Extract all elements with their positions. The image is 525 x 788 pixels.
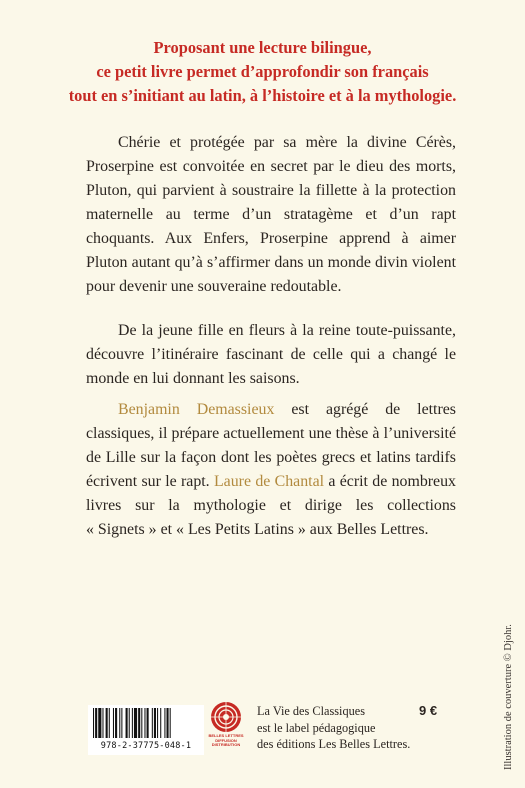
publisher-logo-text: BELLES LETTRES DIFFUSION DISTRIBUTION xyxy=(208,733,244,748)
publisher-emblem-icon xyxy=(208,700,244,734)
barcode-bar xyxy=(93,708,94,738)
isbn-number: 978-2-37775-048-1 xyxy=(100,741,192,751)
barcode-bar xyxy=(152,708,153,738)
barcode-bar xyxy=(141,708,142,738)
tagline xyxy=(0,36,525,108)
summary-paragraph-2: De la jeune fille en fleurs à la reine toute-puissante, découvre l’itinéraire fascinant de celle qui a changé le monde en lui donnant les saisons. xyxy=(86,322,456,387)
barcode-bars xyxy=(91,708,201,740)
barcode-bar xyxy=(119,708,120,738)
author-name-2: Laure de Chantal xyxy=(213,473,325,490)
barcode-bar xyxy=(132,708,133,738)
label-line-3: des éditions Les Belles Lettres. xyxy=(257,737,411,751)
price: 9 € xyxy=(419,703,438,718)
cover-illustration-credit: Illustration de couverture © Djohr. xyxy=(503,624,514,770)
isbn-barcode xyxy=(88,705,204,755)
barcode-bar xyxy=(167,708,169,738)
barcode-bar xyxy=(95,708,97,738)
barcode-bar xyxy=(115,708,117,738)
barcode-bar xyxy=(138,708,140,738)
barcode-bar xyxy=(102,708,103,738)
barcode-bar xyxy=(147,708,149,738)
label-description xyxy=(257,703,410,753)
barcode-bar xyxy=(160,708,161,738)
barcode-bar xyxy=(121,708,122,738)
summary-paragraph-1: Chérie et protégée par sa mère la divine Cérès, Proserpine est convoitée en secret par le dieu des morts, Pluton, qui parvient à soustraire la fillette à la protection maternelle au terme d’un stratagème et d’un rapt choquants. Aux Enfers, Proserpine apprend à aimer Pluton autant qu’à s’affirmer dans un monde divin violent pour devenir une souveraine redoutable. xyxy=(86,134,456,295)
publisher-logo xyxy=(208,700,244,760)
label-line-1: La Vie des Classiques xyxy=(257,704,365,718)
barcode-bar xyxy=(164,708,165,738)
label-line-2: est le label pédagogique xyxy=(257,720,376,735)
barcode-bar xyxy=(144,708,145,738)
author-bio-2: a écrit de nombreux livres sur la mythologie et dirige les collections « Signets » et « Les Petits Latins » aux Belles Lettres. xyxy=(86,473,456,538)
barcode-bar xyxy=(129,708,130,738)
tagline-line-1: Proposant une lecture bilingue, xyxy=(153,38,372,57)
barcode-bar xyxy=(98,708,101,738)
tagline-line-2: ce petit livre permet d’approfondir son français xyxy=(96,62,429,81)
barcode-bar xyxy=(134,708,137,738)
barcode-bar xyxy=(126,708,128,738)
author-name-1: Benjamin Demassieux xyxy=(118,401,275,418)
barcode-bar xyxy=(154,708,156,738)
barcode-bar xyxy=(109,708,110,738)
author-bio-1: est agrégé de lettres classiques, il prépare actuellement une thèse à l’université de Lille sur la façon dont les poètes grecs et latins tardifs écrivent sur le rapt. xyxy=(86,401,456,490)
author-bio-paragraph xyxy=(86,398,456,542)
barcode-bar xyxy=(170,708,171,738)
barcode-bar xyxy=(157,708,158,738)
barcode-bar xyxy=(113,708,114,738)
tagline-line-3: tout en s’initiant au latin, à l’histoire et à la mythologie. xyxy=(68,86,457,105)
barcode-bar xyxy=(106,708,108,738)
